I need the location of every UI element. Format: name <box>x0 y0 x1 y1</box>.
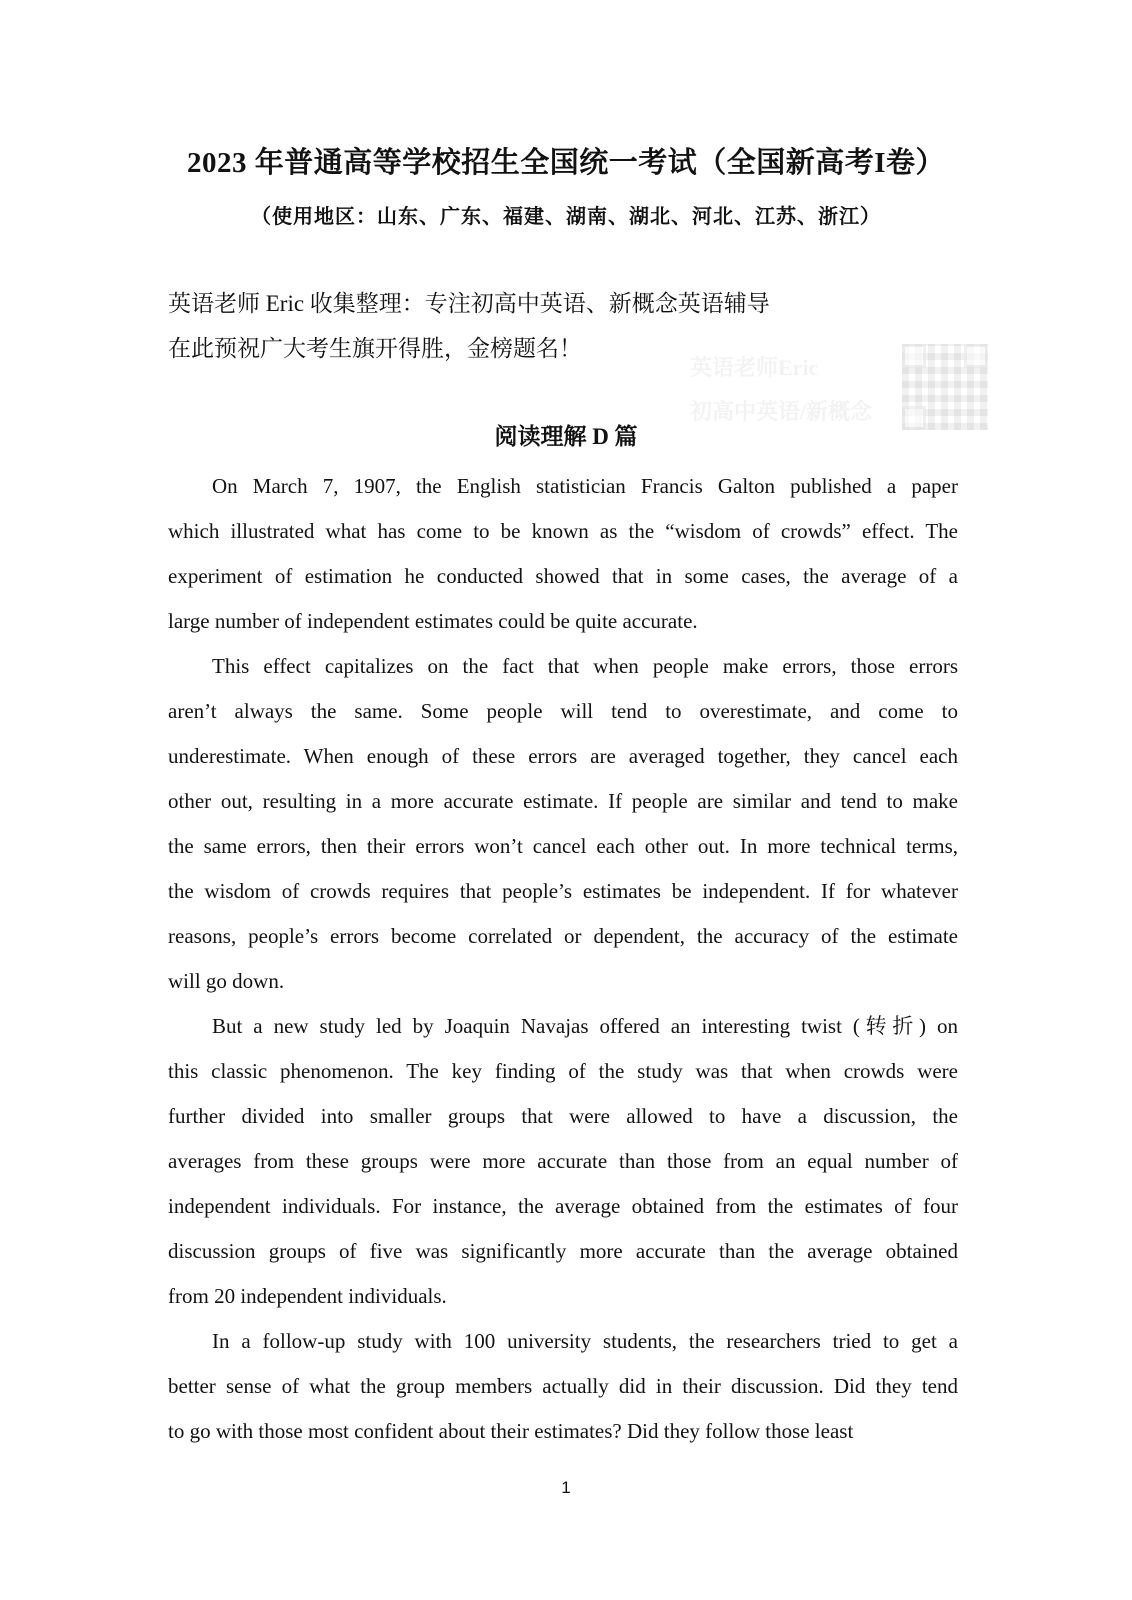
passage-line: averages from these groups were more accurate than those from an equal number of <box>168 1149 958 1173</box>
collector-note-line2: 在此预祝广大考生旗开得胜，金榜题名！ <box>168 336 582 361</box>
passage-line: experiment of estimation he conducted showed that in some cases, the average of a <box>168 564 958 588</box>
collector-note-line1: 英语老师 Eric 收集整理：专注初高中英语、新概念英语辅导 <box>168 291 770 316</box>
page-number: 1 <box>561 1478 571 1497</box>
passage-line: independent individuals. For instance, the average obtained from the estimates of four <box>168 1194 958 1218</box>
passage-line: other out, resulting in a more accurate estimate. If people are similar and tend to make <box>168 789 958 813</box>
section-heading: 阅读理解 D 篇 <box>494 424 638 449</box>
passage-line: In a follow-up study with 100 university students, the researchers tried to get a <box>212 1329 958 1353</box>
passage-line: reasons, people’s errors become correlated or dependent, the accuracy of the estimate <box>168 924 958 948</box>
passage-line: which illustrated what has come to be known as the “wisdom of crowds” effect. The <box>168 519 958 543</box>
passage-line: large number of independent estimates could be quite accurate. <box>168 609 698 633</box>
qr-finder-icon <box>964 344 988 368</box>
passage-line: the wisdom of crowds requires that people’s estimates be independent. If for whatever <box>168 879 958 903</box>
passage-line: from 20 independent individuals. <box>168 1284 447 1308</box>
passage-line: better sense of what the group members actually did in their discussion. Did they tend <box>168 1374 958 1398</box>
passage-line: further divided into smaller groups that were allowed to have a discussion, the <box>168 1104 958 1128</box>
passage-line: But a new study led by Joaquin Navajas offered an interesting twist (转折) on <box>212 1014 958 1038</box>
reading-passage <box>168 464 958 1454</box>
passage-line: This effect capitalizes on the fact that when people make errors, those errors <box>212 654 958 678</box>
passage-line: discussion groups of five was significantly more accurate than the average obtained <box>168 1239 958 1263</box>
watermark-text-line1: 英语老师Eric <box>690 355 819 380</box>
passage-line: this classic phenomenon. The key finding of the study was that when crowds were <box>168 1059 958 1083</box>
passage-line: underestimate. When enough of these errors are averaged together, they cancel each <box>168 744 958 768</box>
passage-line: the same errors, then their errors won’t cancel each other out. In more technical terms, <box>168 834 958 858</box>
passage-line: On March 7, 1907, the English statistician Francis Galton published a paper <box>212 474 958 498</box>
passage-line: will go down. <box>168 969 285 993</box>
watermark-text-line2: 初高中英语/新概念 <box>690 399 873 424</box>
region-note: （使用地区：山东、广东、福建、湖南、湖北、河北、江苏、浙江） <box>251 206 881 228</box>
passage-line: aren’t always the same. Some people will tend to overestimate, and come to <box>168 699 958 723</box>
passage-line: to go with those most confident about their estimates? Did they follow those least <box>168 1419 854 1443</box>
exam-title: 2023 年普通高等学校招生全国统一考试（全国新高考I卷） <box>186 147 946 179</box>
qr-finder-icon <box>902 344 926 368</box>
